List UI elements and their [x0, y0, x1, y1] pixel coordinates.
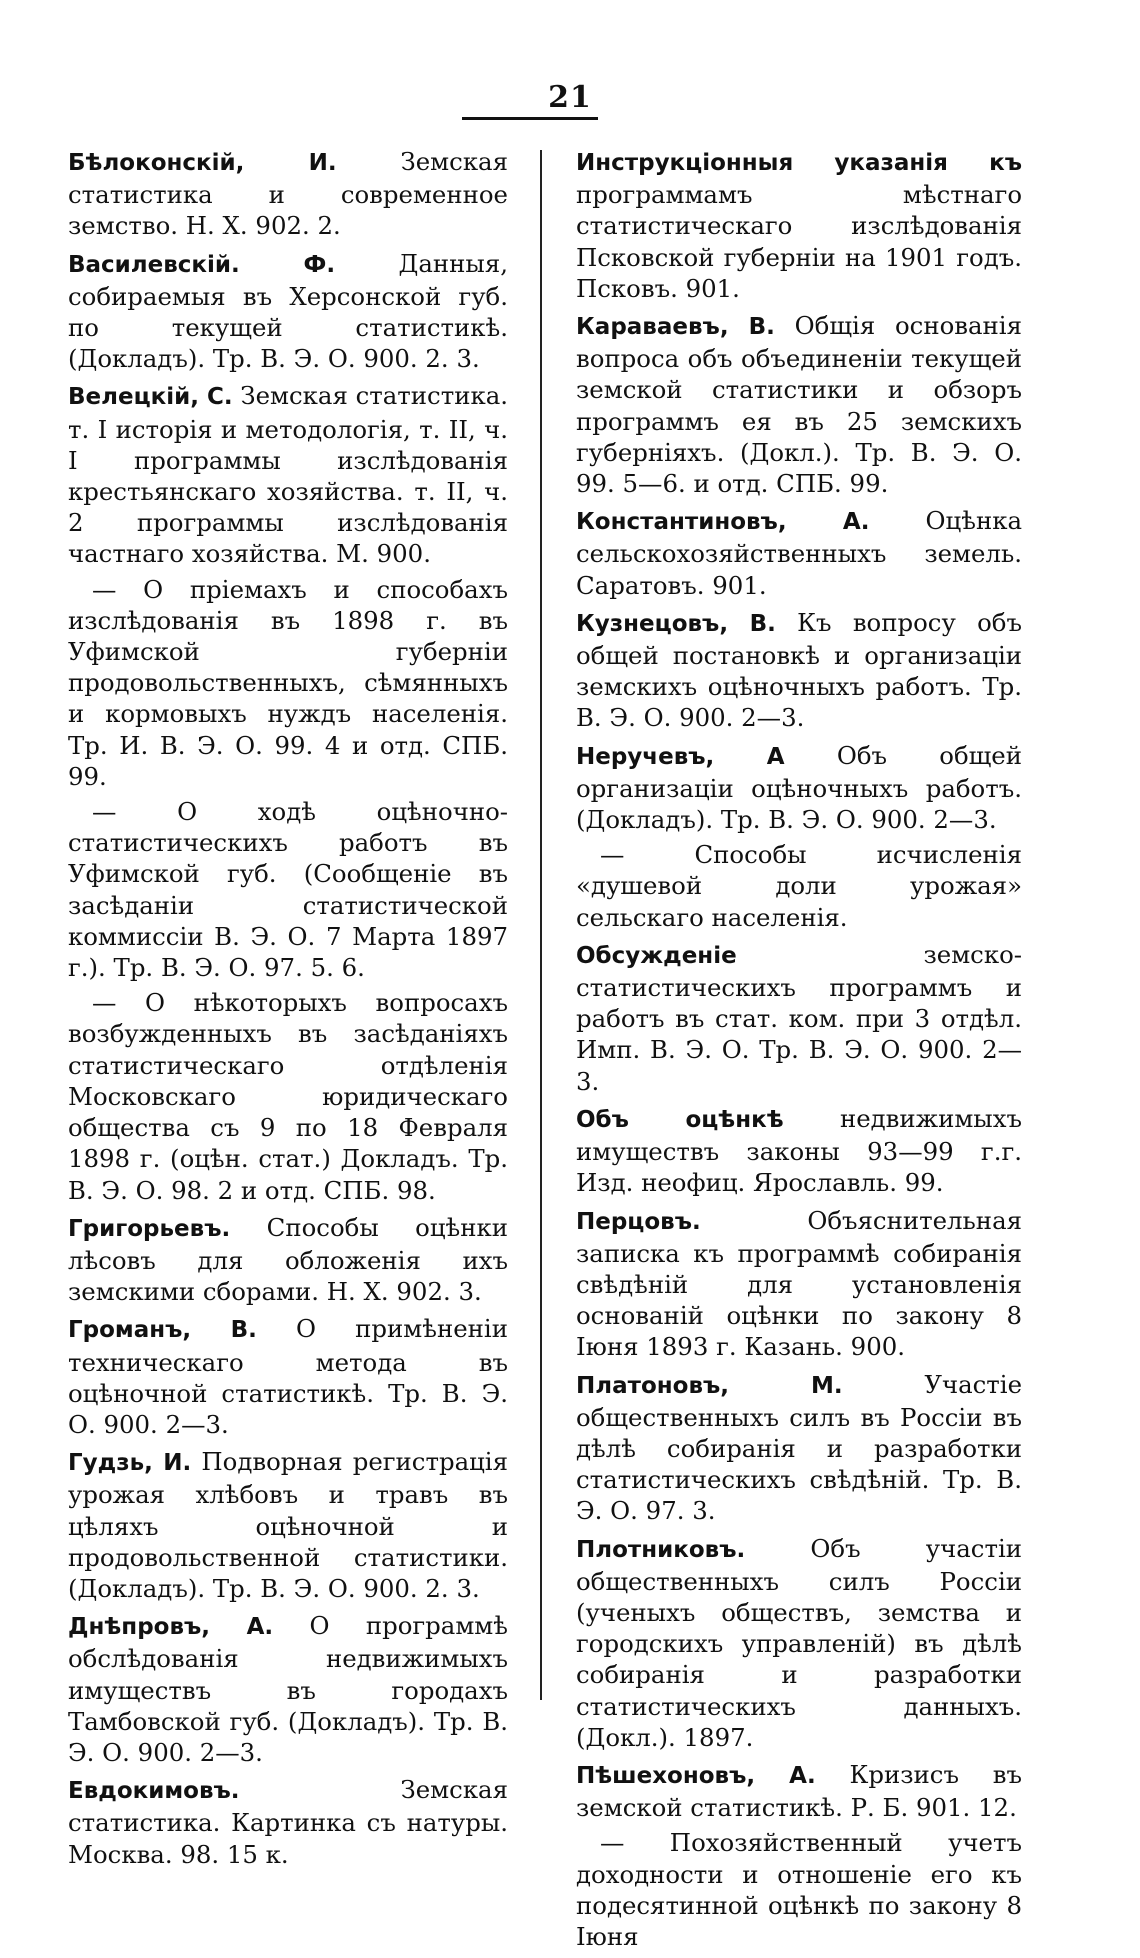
bibliography-entry — [576, 1205, 1022, 1363]
entry-author: Обсужденіе — [576, 942, 737, 969]
bibliography-entry — [68, 987, 508, 1205]
header-rule — [462, 117, 598, 120]
bibliography-entry — [576, 939, 1022, 1097]
entry-author: Неручевъ, А — [576, 743, 785, 770]
entry-text: недвижимыхъ имуществъ законы 93—99 г.г. Изд. неофиц. Ярославль. 99. — [576, 1103, 1022, 1198]
entry-author: Григорьевъ. — [68, 1215, 231, 1242]
entry-text: О примѣненіи техническаго метода въ оцѣночной статистикѣ. Тр. В. Э. О. 900. 2—3. — [68, 1314, 508, 1439]
entry-text: Земская статистика. т. I исторія и методологія, т. II, ч. I программы изслѣдованія крестьянскаго хозяйства. т. II, ч. 2 программы изслѣдованія частнаго хозяйства. М. 900. — [68, 381, 509, 569]
bibliography-entry — [68, 796, 508, 983]
bibliography-entry — [68, 1610, 508, 1768]
entry-author: Василевскій. Ф. — [68, 251, 336, 278]
bibliography-entry — [576, 839, 1022, 933]
entry-text: Подворная регистрація урожая хлѣбовъ и травъ въ цѣляхъ оцѣночной и продовольственной статистики. (Докладъ). Тр. В. Э. О. 900. 2. 3. — [68, 1447, 508, 1603]
bibliography-entry — [576, 1369, 1022, 1527]
bibliography-entry — [68, 380, 508, 569]
entry-text: Земская статистика и современное земство. Н. Х. 902. 2. — [68, 147, 508, 241]
bibliography-entry — [576, 607, 1022, 734]
bibliography-entry — [68, 1446, 508, 1604]
entry-author: Платоновъ, М. — [576, 1372, 843, 1399]
bibliography-entry — [576, 1533, 1022, 1753]
column-divider — [540, 150, 542, 1700]
entry-text: — О ходѣ оцѣночно-статистическихъ работъ въ Уфимской губ. (Сообщеніе въ засѣданіи статистической коммиссіи В. Э. О. 7 Марта 1897 г.). Тр. В. Э. О. 97. 5. 6. — [68, 797, 508, 983]
bibliography-entry — [68, 1212, 508, 1308]
entry-text: — Похозяйственный учетъ доходности и отношеніе его къ подесятинной оцѣнкѣ по закону 8 Іюня — [576, 1828, 1022, 1951]
entry-author: Днѣпровъ, А. — [68, 1614, 274, 1641]
entry-text: Общія основанія вопроса объ объединеніи текущей земской статистики и обзоръ программъ ея въ 25 земскихъ губерніяхъ. (Докл.). Тр. В. Э. О. 99. 5—6. и отд. СПБ. 99. — [576, 311, 1022, 499]
bibliography-entry — [68, 248, 508, 375]
bibliography-entry — [68, 574, 508, 792]
bibliography-entry — [576, 310, 1022, 499]
entry-author: Бѣлоконскій, И. — [68, 150, 337, 176]
entry-author: Караваевъ, В. — [576, 314, 775, 341]
entry-author: Громанъ, В. — [68, 1317, 257, 1344]
bibliography-entry — [576, 1759, 1022, 1823]
entry-text: Данныя, собираемыя въ Херсонской губ. по текущей статистикѣ. (Докладъ). Тр. В. Э. О. 900. 2. 3. — [68, 248, 508, 374]
entry-text: Земская статистика. Картинка съ натуры. Москва. 98. 15 к. — [68, 1775, 508, 1869]
bibliography-entry — [576, 1103, 1022, 1199]
bibliography-entry — [576, 740, 1022, 836]
entry-text: Участіе общественныхъ силъ въ Россіи въ дѣлѣ собиранія и разработки статистическихъ свѣдѣній. Тр. В. Э. О. 97. 3. — [576, 1369, 1022, 1526]
right-column — [576, 146, 1022, 1958]
entry-author: Перцовъ. — [576, 1208, 701, 1235]
entry-text: программамъ мѣстнаго статистическаго изслѣдованія Псковской губерніи на 1901 годъ. Псковъ. 901. — [576, 180, 1022, 303]
bibliography-entry — [68, 146, 508, 242]
entry-text: Объяснительная записка къ программѣ собиранія свѣдѣній для установленія основаній оцѣнки по закону 8 Іюня 1893 г. Казань. 900. — [576, 1205, 1022, 1362]
entry-author: Пѣшехоновъ, А. — [576, 1762, 816, 1789]
entry-author: Инструкціонныя указанія къ — [576, 150, 1022, 176]
entry-author: Плотниковъ. — [576, 1536, 746, 1563]
entry-text: Оцѣнка сельскохозяйственныхъ земель. Саратовъ. 901. — [576, 506, 1022, 600]
bibliography-entry — [576, 505, 1022, 601]
entry-author: Гудзь, И. — [68, 1450, 192, 1477]
entry-author: Велецкій, С. — [68, 384, 233, 411]
bibliography-entry — [576, 146, 1022, 304]
entry-text: Къ вопросу объ общей постановкѣ и организаціи земскихъ оцѣночныхъ работъ. Тр. В. Э. О. 900. 2—3. — [576, 607, 1022, 733]
bibliography-entry — [68, 1313, 508, 1440]
entry-author: Кузнецовъ, В. — [576, 610, 776, 637]
entry-text: — Способы исчисленія «душевой доли урожая» сельскаго населенія. — [576, 840, 1022, 932]
entry-text: — О нѣкоторыхъ вопросахъ возбужденныхъ въ засѣданіяхъ статистическаго отдѣленія Московскаго юридическаго общества съ 9 по 18 Февраля 1898 г. (оцѣн. стат.) Докладъ. Тр. В. Э. О. 98. 2 и отд. СПБ. 98. — [68, 988, 508, 1205]
entry-text: Кризисъ въ земской статистикѣ. Р. Б. 901. 12. — [576, 1759, 1022, 1823]
bibliography-entry — [576, 1827, 1022, 1952]
entry-text: Способы оцѣнки лѣсовъ для обложенія ихъ земскими сборами. Н. Х. 902. 3. — [68, 1212, 508, 1307]
entry-text: О программѣ обслѣдованія недвижимыхъ имуществъ въ городахъ Тамбовской губ. (Докладъ). Тр. В. Э. О. 900. 2—3. — [68, 1611, 508, 1767]
left-column — [68, 146, 508, 1876]
page-number: 21 — [548, 80, 592, 115]
entry-text: Объ общей организаціи оцѣночныхъ работъ. (Докладъ). Тр. В. Э. О. 900. 2—3. — [576, 740, 1022, 835]
entry-text: Объ участіи общественныхъ силъ Россіи (ученыхъ обществъ, земства и городскихъ управленій) въ дѣлѣ собиранія и разработки статистическихъ данныхъ. (Докл.). 1897. — [576, 1533, 1022, 1752]
entry-text: — О пріемахъ и способахъ изслѣдованія въ 1898 г. въ Уфимской губерніи продовольственныхъ, сѣмянныхъ и кормовыхъ нуждъ населенія. Тр. И. В. Э. О. 99. 4 и отд. СПБ. 99. — [68, 574, 508, 791]
entry-author: Константиновъ, А. — [576, 509, 870, 536]
bibliography-entry — [68, 1774, 508, 1870]
entry-text: земско-статистическихъ программъ и работъ въ стат. ком. при 3 отдѣл. Имп. В. Э. О. Тр. В. Э. О. 900. 2—3. — [576, 939, 1022, 1096]
entry-author: Объ оцѣнкѣ — [576, 1106, 784, 1133]
entry-author: Евдокимовъ. — [68, 1778, 240, 1805]
